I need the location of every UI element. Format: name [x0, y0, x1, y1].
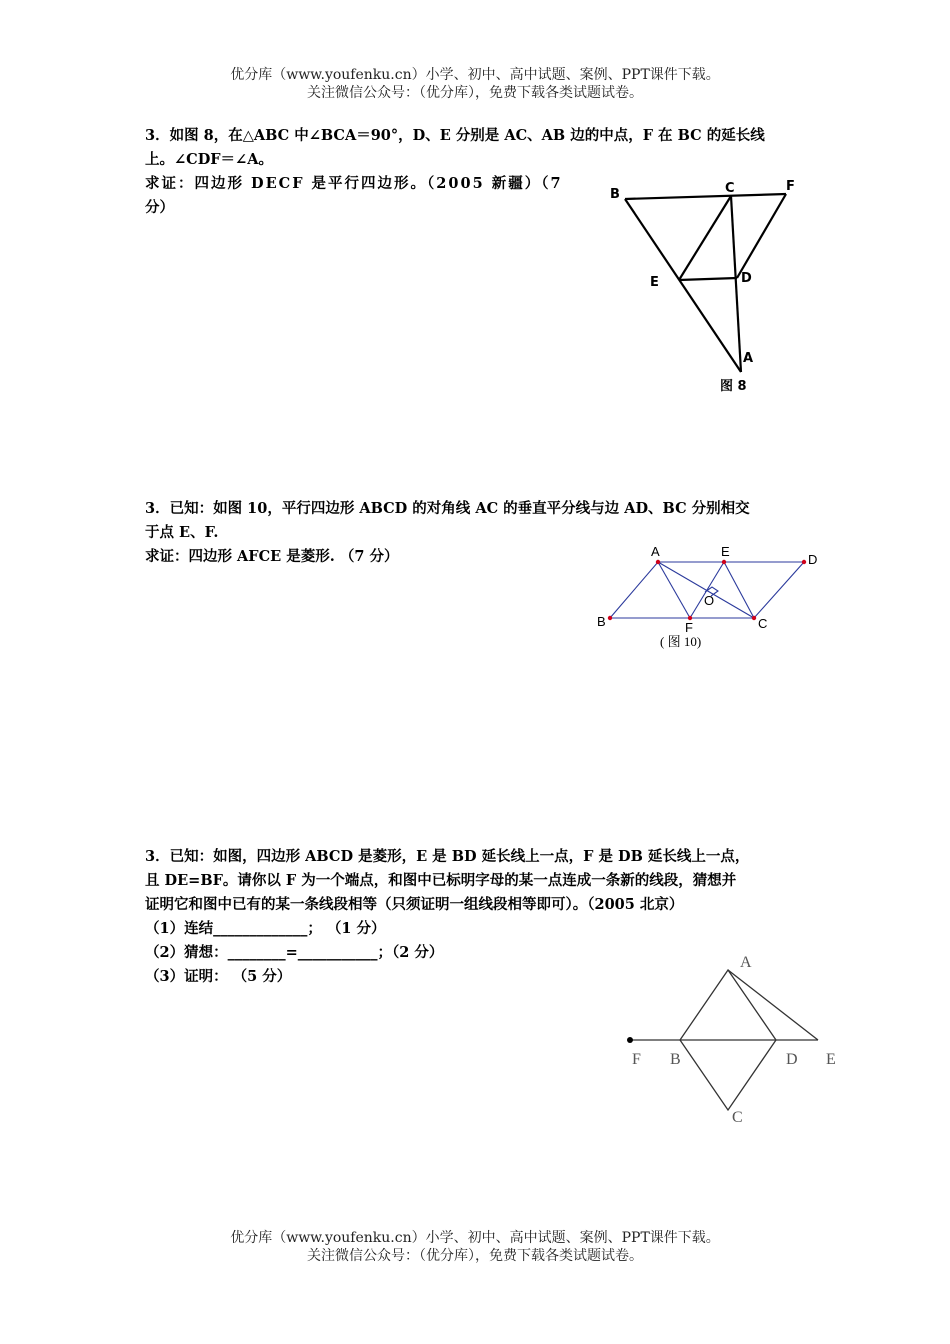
- label-c: C: [732, 1109, 743, 1126]
- label-f: F: [632, 1051, 641, 1068]
- label-c: C: [758, 616, 768, 631]
- label-e: E: [826, 1051, 836, 1068]
- label-a: A: [651, 544, 660, 559]
- label-b: B: [597, 614, 606, 629]
- figure-10: [590, 540, 830, 655]
- problem-2-line-1: 3．已知：如图 10，平行四边形 ABCD 的对角线 AC 的垂直平分线与边 AD、BC 分别相交: [145, 500, 750, 517]
- problem-1-line-4: 分）: [145, 199, 174, 216]
- footer-line-2: 关注微信公众号：（优分库），免费下载各类试题试卷。: [307, 1248, 643, 1264]
- header-line-1: 优分库（www.youfenku.cn）小学、初中、高中试题、案例、PPT课件下载。: [230, 67, 720, 83]
- problem-3-line-5: （2）猜想：________=___________；（2 分）: [145, 944, 444, 961]
- problem-3-line-2: 且 DE=BF。请你以 F 为一个端点，和图中已标明字母的某一点连成一条新的线段，猜想并: [145, 872, 737, 889]
- label-a: A: [743, 351, 754, 366]
- figure-rhombus: [620, 950, 850, 1130]
- figure-10-caption: ( 图 10): [660, 634, 702, 649]
- label-o: O: [704, 593, 715, 608]
- segment-bf: [625, 194, 786, 199]
- header-line-2: 关注微信公众号：（优分库），免费下载各类试题试卷。: [307, 85, 643, 101]
- problem-1-line-3: 求证：四边形 DECF 是平行四边形。（2005 新疆）（7: [145, 175, 563, 192]
- problem-3-line-6: （3）证明： （5 分）: [145, 968, 292, 985]
- label-b: B: [610, 187, 620, 202]
- figure-8: [600, 176, 810, 401]
- segment-af: [658, 562, 690, 618]
- problem-2-line-2: 于点 E、F.: [145, 524, 219, 541]
- figure-8-caption: 图 8: [720, 379, 747, 394]
- problem-1-line-2: 上。∠CDF＝∠A。: [145, 151, 273, 168]
- label-b: B: [670, 1051, 681, 1068]
- problem-3-line-4: （1）连结_____________； （1 分）: [145, 920, 386, 937]
- label-d: D: [741, 271, 752, 286]
- problem-3-line-1: 3．已知：如图，四边形 ABCD 是菱形，E 是 BD 延长线上一点，F 是 DB 延长线上一点，: [145, 848, 750, 865]
- segment-ca: [731, 196, 741, 372]
- problem-1-line-1: 3．如图 8，在△ABC 中∠BCA＝90°，D、E 分别是 AC、AB 边的中点，F 在 BC 的延长线: [145, 127, 765, 144]
- segment-ce: [679, 196, 731, 280]
- page-footer: [0, 1229, 950, 1265]
- footer-line-1: 优分库（www.youfenku.cn）小学、初中、高中试题、案例、PPT课件下载。: [230, 1230, 720, 1246]
- segment-ba: [625, 199, 741, 372]
- label-d: D: [786, 1051, 798, 1068]
- label-f: F: [786, 179, 795, 194]
- label-d: D: [808, 552, 818, 567]
- label-a: A: [740, 954, 752, 971]
- segment-fd: [737, 194, 786, 278]
- point-f-marker: [627, 1037, 633, 1043]
- label-c: C: [725, 181, 735, 196]
- label-e: E: [721, 544, 730, 559]
- label-f: F: [685, 620, 693, 635]
- segment-ae: [728, 970, 818, 1040]
- page-header: [0, 66, 950, 102]
- problem-3-line-3: 证明它和图中已有的某一条线段相等（只须证明一组线段相等即可）。（2005 北京）: [145, 896, 684, 913]
- label-e: E: [650, 275, 659, 290]
- problem-2-line-3: 求证：四边形 AFCE 是菱形. （7 分）: [145, 548, 399, 565]
- segment-ed: [679, 278, 737, 280]
